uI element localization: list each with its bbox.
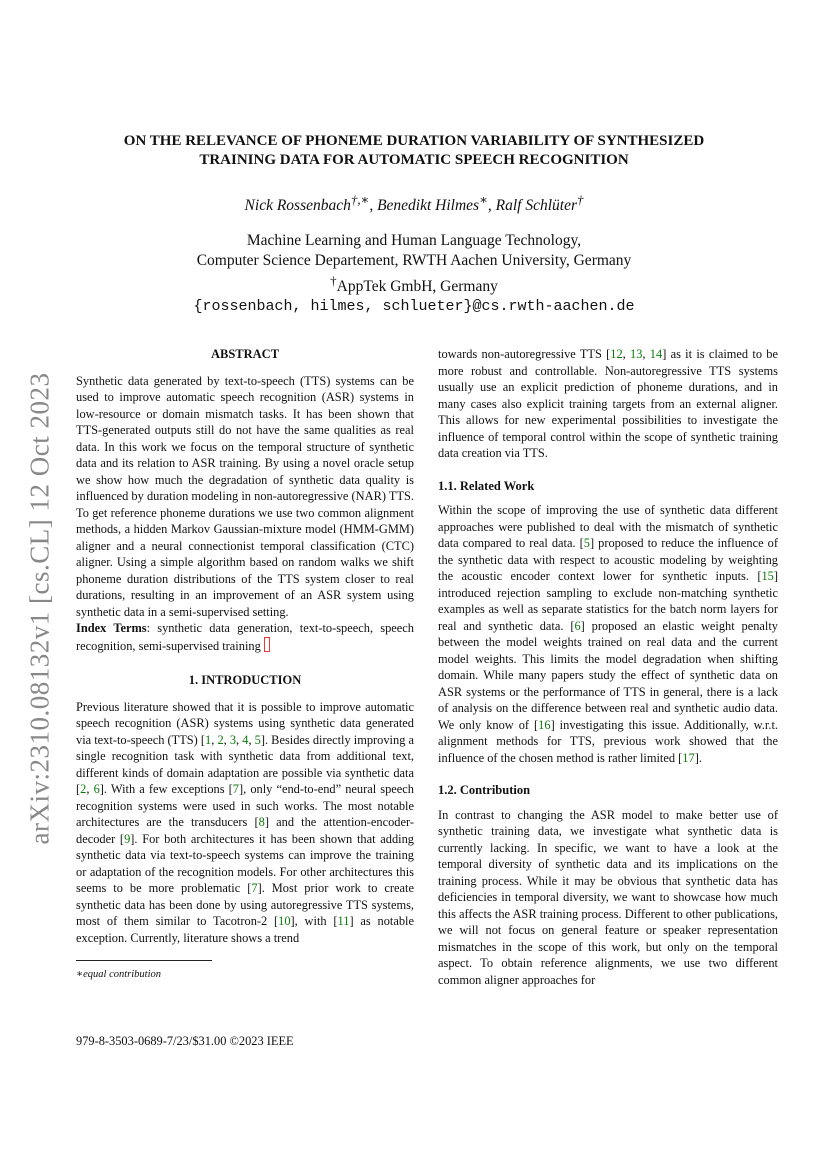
email-line: {rossenbach, hilmes, schlueter}@cs.rwth-aachen.de xyxy=(193,298,635,316)
citation-link[interactable]: 2 xyxy=(217,732,224,747)
citation-link[interactable]: 5 xyxy=(254,732,261,747)
right-column xyxy=(438,346,778,988)
author-3: , Ralf Schlüter xyxy=(487,197,577,215)
contribution-paragraph: In contrast to changing the ASR model to make better use of synthetic training data, we investigate what synthetic data is currently lacking. In specific, we want to have a look at the temporal diversity of synthetic data and its implications on the training process. While it may be obvious that synthetic data has deficiencies in temporal diversity, we want to showcase how much this affects the ASR training process. Different to other publications, we will not focus on general feature or speaker representation mismatches in the scope of this work, but only on the temporal aspect. To obtain reference alignments, we use two different common aligner approaches for xyxy=(438,807,778,987)
author-2: , Benedikt Hilmes xyxy=(369,197,480,215)
index-terms-label: Index Terms xyxy=(76,621,147,635)
affiliations xyxy=(80,231,748,317)
related-work-heading: 1.1. Related Work xyxy=(438,478,535,493)
left-column xyxy=(76,346,414,984)
citation-link[interactable]: 3 xyxy=(229,732,237,747)
citation-link[interactable]: 6 xyxy=(93,782,100,796)
citation-link[interactable]: 12 xyxy=(610,347,623,361)
citation-link[interactable]: 2 xyxy=(80,782,87,796)
citation-link[interactable]: 17 xyxy=(682,750,695,765)
author-3-mark: † xyxy=(577,192,584,207)
citation-link[interactable]: 9 xyxy=(124,831,131,846)
footnote-equal-contribution: ∗equal contribution xyxy=(76,969,162,980)
citation-link[interactable]: 15 xyxy=(761,569,774,583)
arxiv-stamp-text: arXiv:2310.08132v1 [cs.CL] 12 Oct 2023 xyxy=(24,372,55,844)
related-work-paragraph: Within the scope of improving the use of synthetic data different approaches were published to deal with the mismatch of synthetic data compared to real data. [5] proposed to reduce the influence of the synthetic data with respect to acoustic modeling by weighting the acoustic encoder context lower for synthetic inputs. [15] introduced rejection sampling to exclude non-matching synthetic examples as well as separate statistics for the batch norm layers for real and synthetic data. [6] proposed an elastic weight penalty between the model weights trained on real data and the current model weights. This limits the model degradation when shifting domain. While many papers study the effect of synthetic data on ASR systems or the performance of TTS in general, there is a lack of analysis on the difference between real and synthetic audio data. We only know of [16] investigating this issue. Additionally, w.r.t. alignment methods for TTS, previous work showed that the influence of the chosen method is rather limited [17]. xyxy=(438,503,778,765)
paper-title xyxy=(80,132,748,170)
intro-heading: 1. INTRODUCTION xyxy=(188,673,302,687)
affiliation-mark: † xyxy=(330,273,337,288)
arxiv-stamp xyxy=(24,368,56,848)
citation-link[interactable]: 8 xyxy=(258,815,265,829)
abstract-text: Synthetic data generated by text-to-speech (TTS) systems can be used to improve automatic speech recognition (ASR) systems in low-resource or domain mismatch tasks. It has been shown that TTS-generated outputs still do not have the same qualities as real data. In this work we focus on the temporal structure of synthetic data and its relation to ASR training. By using a novel oracle setup we show how much the degradation of synthetic data quality is influenced by duration modeling in non-autoregressive (NAR) TTS. To get reference phoneme durations we use two common alignment methods, a hidden Markov Gaussian-mixture model (HMM-GMM) aligner and a neural connectionist temporal classification (CTC) aligner. Using a simple algorithm based on random walks we shift phoneme duration distributions of the TTS system closer to real durations, resulting in an improvement of an ASR system using synthetic data in a semi-supervised setting. xyxy=(76,373,414,619)
citation-link[interactable]: 7 xyxy=(232,782,239,796)
author-1-mark: †,∗ xyxy=(350,192,370,207)
citation-link[interactable]: 7 xyxy=(251,881,258,895)
citation-link[interactable]: 4 xyxy=(242,732,249,747)
abstract-heading: ABSTRACT xyxy=(210,347,280,361)
citation-link[interactable]: 11 xyxy=(337,914,350,928)
citation-link[interactable]: 13 xyxy=(630,347,643,361)
affiliation-line-1: Machine Learning and Human Language Technology, xyxy=(246,232,582,249)
citation-link[interactable]: 1 xyxy=(205,732,212,747)
footnote-link-marker[interactable] xyxy=(264,637,270,652)
citation-link[interactable]: 16 xyxy=(538,717,551,732)
intro-paragraph: Previous literature showed that it is possible to improve automatic speech recognition (ASR) systems using synthetic data generated via text-to-speech (TTS) [1, 2, 3, 4, 5]. Besides directly improving a single recognition task with synthetic data from additional text, different kinds of domain adaptation are possible via synthetic data [2, 6]. With a few exceptions [7], only “end-to-end” neural speech recognition systems were used in such works. The most notable architectures are the transducers [8] and the attention-encoder-decoder [9]. For both architectures it has been shown that adding synthetic data via text-to-speech systems can improve the training or adaptation of the recognition models. For other architectures this seems to be more problematic [7]. Most prior work to create synthetic data has been done by using autoregressive TTS systems, most of them similar to Tacotron-2 [10], with [11] as notable exception. Currently, literature shows a trend xyxy=(76,699,415,945)
copyright-line: 979-8-3503-0689-7/23/$31.00 ©2023 IEEE xyxy=(76,1034,294,1048)
footnote-rule xyxy=(76,960,212,961)
citation-link[interactable]: 10 xyxy=(278,914,291,928)
index-terms-text: : synthetic data generation, text-to-speech, speech recognition, semi-supervised training xyxy=(76,621,414,653)
citation-link[interactable]: 5 xyxy=(583,536,590,550)
author-1: Nick Rossenbach xyxy=(244,197,351,215)
title-line-1: ON THE RELEVANCE OF PHONEME DURATION VARIABILITY OF SYNTHESIZED xyxy=(123,133,705,149)
affiliation-line-3: †AppTek GmbH, Germany xyxy=(330,273,498,296)
title-line-2: TRAINING DATA FOR AUTOMATIC SPEECH RECOGNITION xyxy=(199,152,629,168)
citation-link[interactable]: 14 xyxy=(649,347,663,361)
contribution-heading: 1.2. Contribution xyxy=(438,783,531,797)
citation-link[interactable]: 6 xyxy=(574,618,581,633)
intro-continuation: towards non-autoregressive TTS [12, 13, 14] as it is claimed to be more robust and controllable. Non-autoregressive TTS systems usually use an explicit prediction of phoneme durations, and in many cases also explicit training targets from an external aligner. This allows for new experimental possibilities to investigate the influence of temporal control within the scope of synthetic training data creation via TTS. xyxy=(438,347,778,460)
affiliation-line-2: Computer Science Departement, RWTH Aachen University, Germany xyxy=(196,252,632,269)
author-2-mark: ∗ xyxy=(479,192,488,207)
index-terms xyxy=(76,620,414,654)
author-list xyxy=(80,192,748,215)
